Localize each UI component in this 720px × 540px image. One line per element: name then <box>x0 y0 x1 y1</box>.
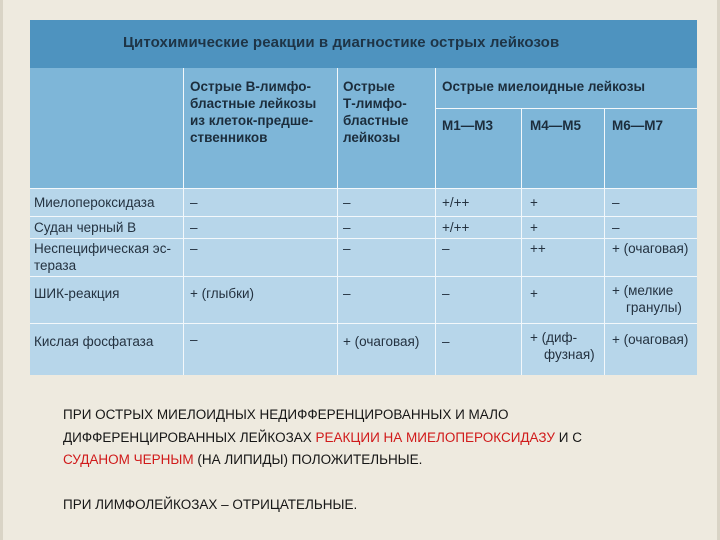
highlight-sudan-black: СУДАНОМ ЧЕРНЫМ <box>63 452 194 467</box>
caption-line: ДИФФЕРЕНЦИРОВАННЫХ ЛЕЙКОЗАХ РЕАКЦИИ НА МИЕЛОПЕРОКСИДАЗУ И С <box>63 429 582 445</box>
table-cell: – <box>442 241 450 256</box>
table-cell: – <box>343 286 351 301</box>
header-divider <box>435 108 697 109</box>
table-cell: + <box>530 195 538 210</box>
row-divider <box>30 238 697 239</box>
row-divider <box>30 323 697 324</box>
column-divider <box>604 108 605 375</box>
table-cell: – <box>343 220 351 235</box>
row-label-myeloperoxidase: Миелопероксидаза <box>34 195 155 210</box>
header-t-lymphoblastic: Острые Т-лимфо- бластные лейкозы <box>343 79 409 145</box>
table-title: Цитохимические реакции в диагностике острых лейкозов <box>30 20 697 68</box>
highlight-myeloperoxidase: РЕАКЦИИ НА МИЕЛОПЕРОКСИДАЗУ <box>315 429 555 445</box>
caption-line: СУДАНОМ ЧЕРНЫМ (НА ЛИПИДЫ) ПОЛОЖИТЕЛЬНЫЕ. <box>63 452 423 467</box>
table-cell: + (очаговая) <box>343 334 420 349</box>
column-divider <box>183 68 184 375</box>
caption-line: ПРИ ОСТРЫХ МИЕЛОИДНЫХ НЕДИФФЕРЕНЦИРОВАННЫХ И МАЛО <box>63 407 509 422</box>
header-b-lymphoblastic: Острые В-лимфо- бластные лейкозы из клеток-предше- ственников <box>190 79 317 145</box>
table-cell: – <box>612 195 620 210</box>
table-cell: + (очаговая) <box>612 241 689 256</box>
table-cell: – <box>190 241 198 256</box>
table-cell: – <box>343 241 351 256</box>
row-divider <box>30 216 697 217</box>
table-cell: + (глыбки) <box>190 286 255 301</box>
table-cell: + (мелкие гранулы) <box>612 283 682 315</box>
table-cell: – <box>190 220 198 235</box>
row-label-nonspecific-esterase: Неспецифическая эс- тераза <box>34 241 171 273</box>
row-divider <box>30 276 697 277</box>
row-divider <box>30 188 697 189</box>
row-label-sudan-black: Судан черный В <box>34 220 137 235</box>
table-cell: + <box>530 220 538 235</box>
column-divider <box>435 68 436 375</box>
column-divider <box>521 108 522 375</box>
column-divider <box>337 68 338 375</box>
table-cell: ++ <box>530 241 546 256</box>
header-m6-m7: М6—М7 <box>612 118 664 133</box>
table-cell: – <box>343 195 351 210</box>
table-cell: + <box>530 286 538 301</box>
table-cell: + (очаговая) <box>612 332 689 347</box>
caption-line-lympho: ПРИ ЛИМФОЛЕЙКОЗАХ – ОТРИЦАТЕЛЬНЫЕ. <box>63 496 358 512</box>
header-m4-m5: М4—М5 <box>530 118 582 133</box>
table-cell: – <box>612 220 620 235</box>
leukemia-cytochemistry-table <box>30 20 697 375</box>
table-cell: + (диф- фузная) <box>530 330 595 362</box>
row-label-acid-phosphatase: Кислая фосфатаза <box>34 334 154 349</box>
table-cell: +/++ <box>442 195 470 210</box>
table-cell: – <box>190 332 198 347</box>
table-cell: – <box>442 286 450 301</box>
table-cell: – <box>442 334 450 349</box>
table-cell: +/++ <box>442 220 470 235</box>
header-myeloid-group: Острые миелоидные лейкозы <box>442 79 645 94</box>
row-label-pas-reaction: ШИК-реакция <box>34 286 120 301</box>
header-m1-m3: М1—М3 <box>442 118 494 133</box>
slide-caption <box>63 404 703 516</box>
table-cell: – <box>190 195 198 210</box>
